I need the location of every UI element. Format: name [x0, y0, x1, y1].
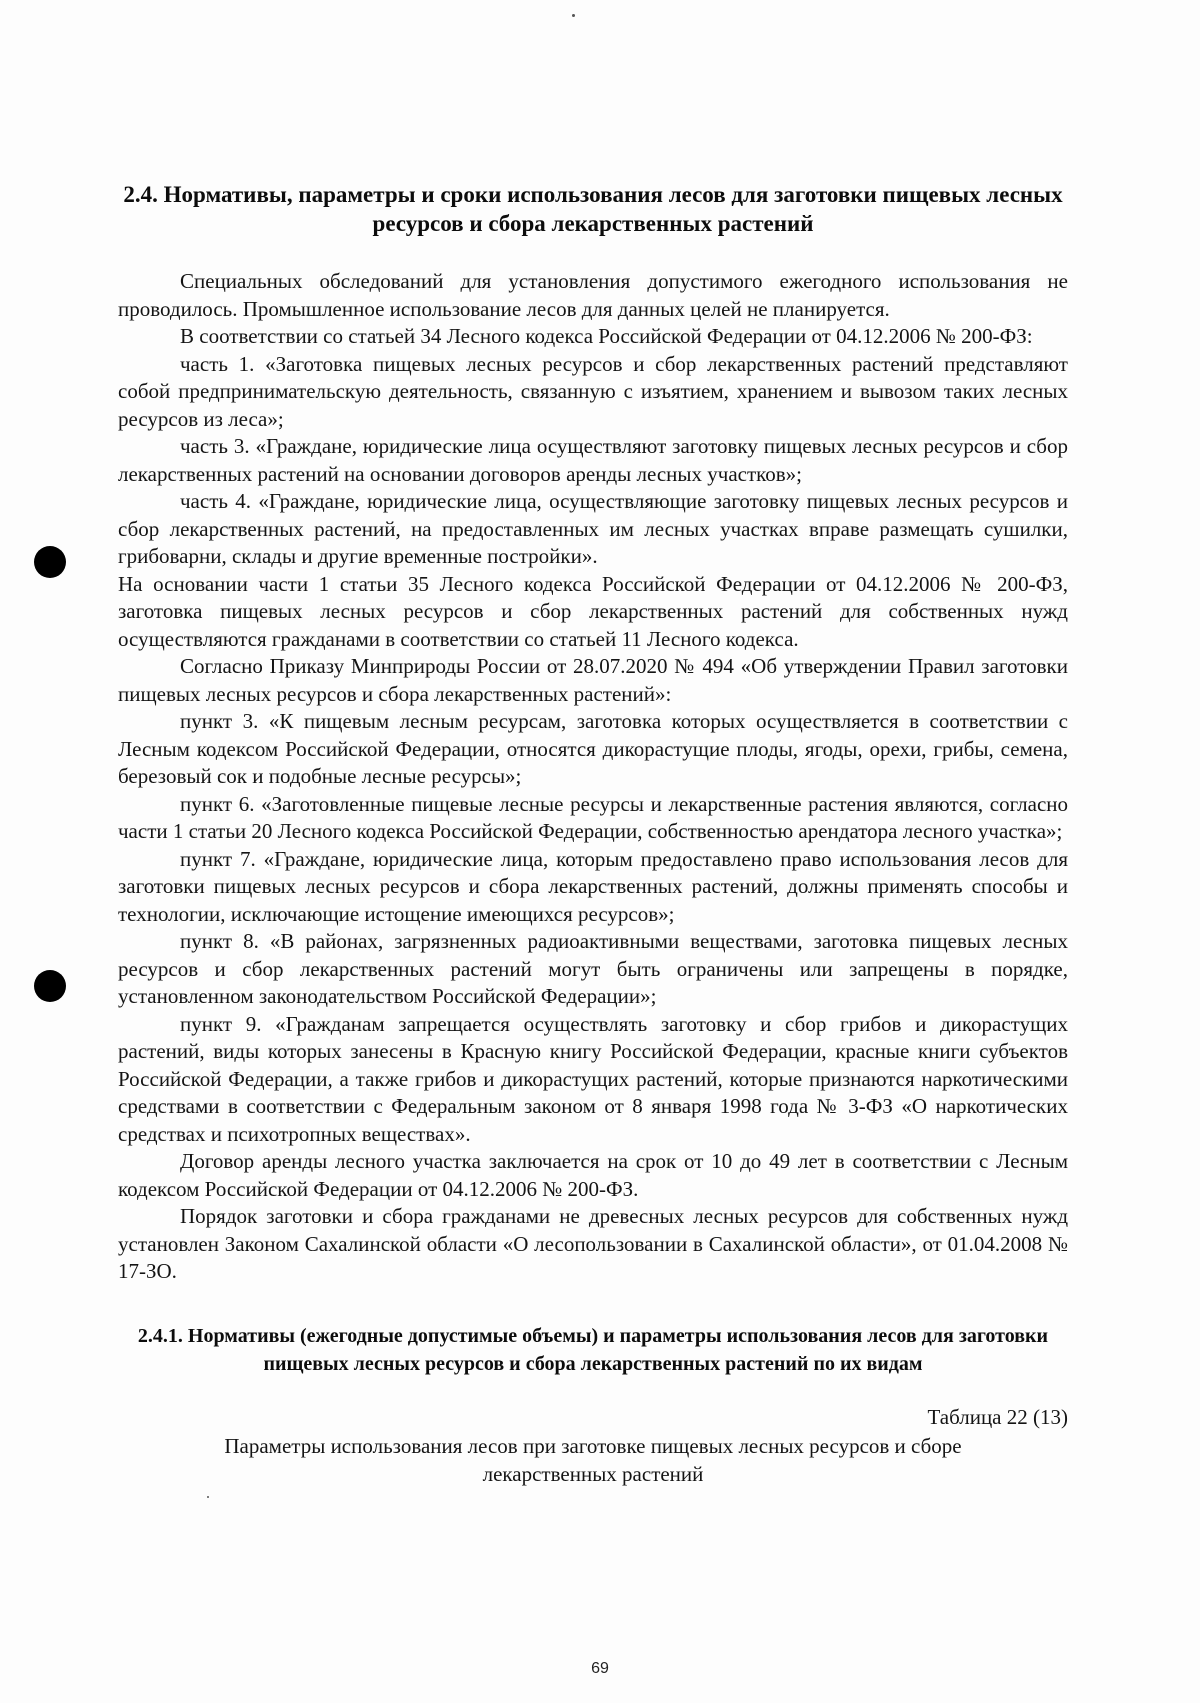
paragraph: Порядок заготовки и сбора гражданами не древесных лесных ресурсов для собственных нужд установлен Законом Сахалинской области «О лесопользовании в Сахалинской области», от 01.04.2008 № 17-ЗО. [118, 1204, 1068, 1283]
punch-hole [34, 546, 66, 578]
scan-speck [572, 14, 575, 17]
page-number: 69 [591, 1660, 609, 1677]
paragraph: пункт 6. «Заготовленные пищевые лесные ресурсы и лекарственные растения являются, согласно части 1 статьи 20 Лесного кодекса Российской Федерации, собственностью арендатора лесного участка»; [118, 791, 1068, 843]
paragraph: В соответствии со статьей 34 Лесного кодекса Российской Федерации от 04.12.2006 № 200-ФЗ: [180, 324, 1033, 348]
paragraph: пункт 8. «В районах, загрязненных радиоактивными веществами, заготовка пищевых лесных ресурсов и сбор лекарственных растений могут быть ограничены или запрещены в порядке, установленном законодательством Российской Федерации»; [118, 929, 1068, 1008]
paragraph: пункт 7. «Граждане, юридические лица, которым предоставлено право использования лесов для заготовки пищевых лесных ресурсов и сбора лекарственных растений, должны применять способы и технологии, исключающие истощение имеющихся ресурсов»; [118, 846, 1068, 926]
document-body [118, 180, 1068, 1488]
paragraph: пункт 3. «К пищевым лесным ресурсам, заготовка которых осуществляется в соответствии с Лесным кодексом Российской Федерации, относятся дикорастущие плоды, ягоды, орехи, грибы, семена, березовый сок и подобные лесные ресурсы»; [118, 709, 1068, 788]
subsection-heading: 2.4.1. Нормативы (ежегодные допустимые объемы) и параметры использования лесов для заготовки пищевых лесных ресурсов и сбора лекарственных растений по их видам [137, 1324, 1049, 1375]
table-caption: Параметры использования лесов при заготовке пищевых лесных ресурсов и сборе лекарственных растений [224, 1434, 962, 1486]
table-number: Таблица 22 (13) [927, 1404, 1068, 1429]
paragraph: На основании части 1 статьи 35 Лесного кодекса Российской Федерации от 04.12.2006 № 200-ФЗ, заготовка пищевых лесных ресурсов и сбор лекарственных растений для собственных нужд осуществляются гражданами в соответствии со статьей 11 Лесного кодекса. [118, 571, 1068, 651]
scan-speck [207, 1496, 209, 1498]
paragraph: Специальных обследований для установления допустимого ежегодного использования не проводилось. Промышленное использование лесов для данных целей не планируется. [118, 269, 1068, 321]
paragraph: часть 3. «Граждане, юридические лица осуществляют заготовку пищевых лесных ресурсов и сбор лекарственных растений на основании договоров аренды лесных участков»; [118, 434, 1068, 486]
paragraph: часть 4. «Граждане, юридические лица, осуществляющие заготовку пищевых лесных ресурсов и сбор лекарственных растений, на предоставленных им лесных участках вправе размещать сушилки, грибоварни, склады и другие временные постройки». [118, 489, 1068, 568]
paragraph: пункт 9. «Гражданам запрещается осуществлять заготовку и сбор грибов и дикорастущих растений, виды которых занесены в Красную книгу Российской Федерации, красные книги субъектов Российской Федерации, а также грибов и дикорастущих растений, которые признаются наркотическими средствами в соответствии с Федеральным законом от 8 января 1998 года № 3-ФЗ «О наркотических средствах и психотропных веществах». [118, 1011, 1068, 1146]
paragraph: Договор аренды лесного участка заключается на срок от 10 до 49 лет в соответствии с Лесным кодексом Российской Федерации от 04.12.2006 № 200-ФЗ. [118, 1149, 1068, 1201]
paragraph: часть 1. «Заготовка пищевых лесных ресурсов и сбор лекарственных растений представляют собой предпринимательскую деятельность, связанную с изъятием, хранением и вывозом таких лесных ресурсов из леса»; [118, 351, 1068, 431]
section-heading: 2.4. Нормативы, параметры и сроки использования лесов для заготовки пищевых лесных ресурсов и сбора лекарственных растений [123, 182, 1063, 236]
paragraph: Согласно Приказу Минприроды России от 28.07.2020 № 494 «Об утверждении Правил заготовки пищевых лесных ресурсов и сбора лекарственных растений»: [118, 654, 1068, 706]
punch-hole [34, 970, 66, 1002]
